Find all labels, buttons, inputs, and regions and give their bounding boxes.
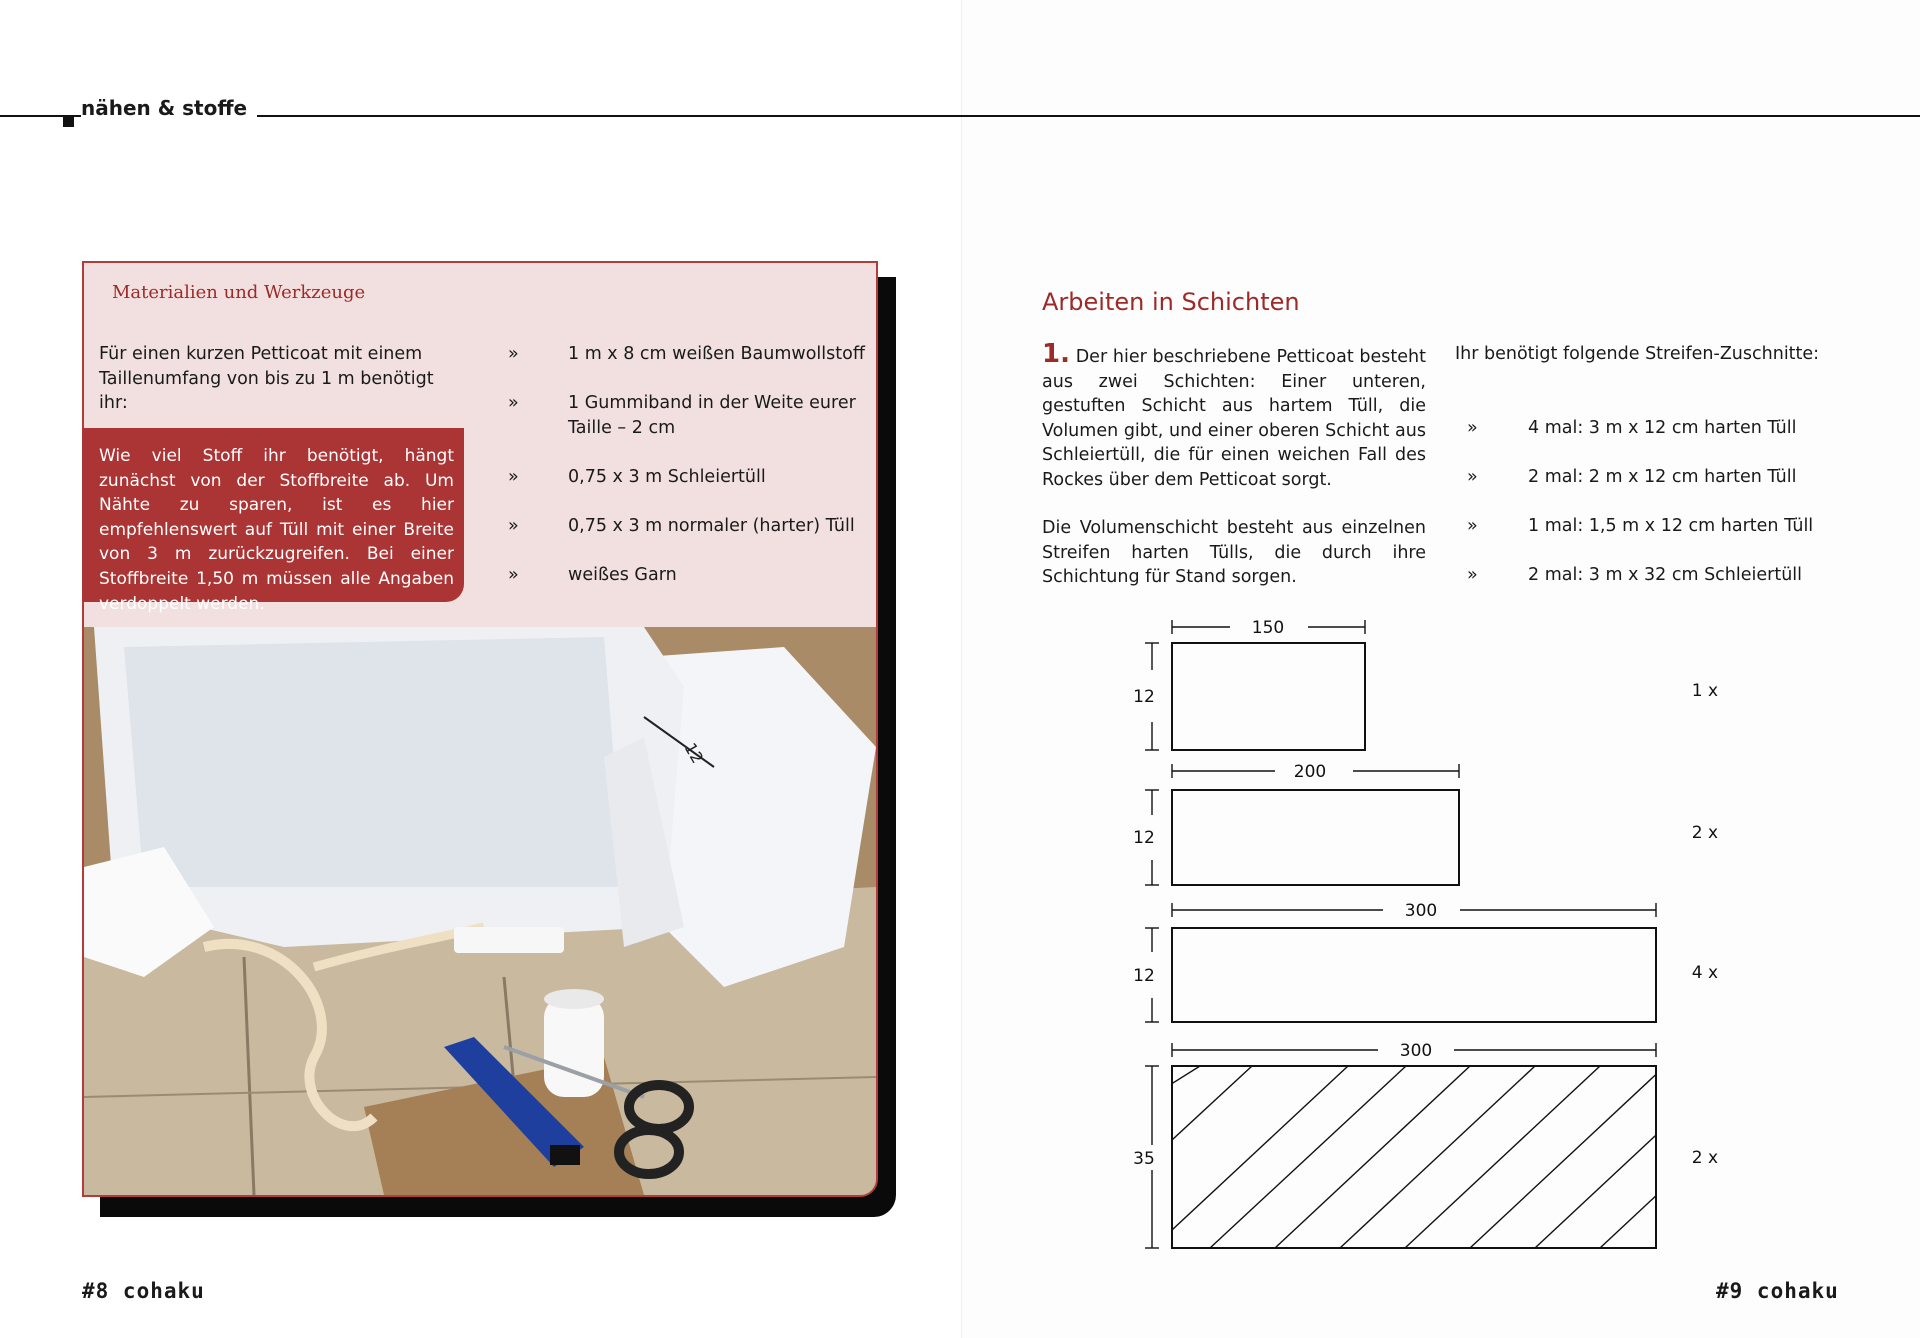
count-label: 1 x (1691, 681, 1718, 701)
step-1 (1042, 339, 1426, 492)
cutting-diagram (1130, 610, 1730, 1260)
step-1-continued: Die Volumenschicht besteht aus einzelnen Streifen harten Tülls, die durch ihre Schichtung für Stand sorgen. (1042, 518, 1426, 587)
materials-photo (84, 627, 876, 1195)
material-text: weißes Garn (568, 565, 677, 585)
width-label: 200 (1293, 762, 1327, 782)
height-label: 12 (1133, 966, 1155, 986)
bullet-mark: » (508, 565, 519, 585)
section-heading: Arbeiten in Schichten (1042, 288, 1300, 316)
bullet-mark: » (508, 393, 519, 413)
page-footer-left: #8 cohaku (82, 1279, 205, 1303)
cut-text: 1 mal: 1,5 m x 12 cm harten Tüll (1528, 516, 1814, 536)
header-rule (0, 115, 1920, 117)
box-title: Materialien und Werkzeuge (112, 282, 366, 303)
width-label: 150 (1251, 618, 1285, 638)
count-label: 2 x (1691, 823, 1718, 843)
bullet-mark: » (508, 516, 519, 536)
fabric-note (82, 428, 464, 614)
cuts-intro: Ihr benötigt folgende Streifen-Zuschnitte: (1455, 344, 1820, 364)
materials-photo-image (84, 627, 876, 1195)
material-text: 0,75 x 3 m Schleiertüll (568, 467, 766, 487)
count-label: 4 x (1691, 963, 1718, 983)
count-label: 2 x (1691, 1148, 1718, 1168)
header-marker (63, 115, 74, 127)
bullet-mark: » (1467, 467, 1478, 487)
width-label: 300 (1404, 901, 1438, 921)
section-label: nähen & stoffe (81, 96, 257, 120)
step-text: Der hier beschriebene Petticoat besteht aus zwei Schichten: Einer unteren, gestuften Schicht aus hartem Tüll, die Volumen gibt, und einer oberen Schicht aus Schleiertüll, die für einen weichen Fall des Rockes über dem Petticoat sorgt. (1042, 347, 1426, 490)
bullet-mark: » (508, 344, 519, 364)
cut-text: 2 mal: 2 m x 12 cm harten Tüll (1528, 467, 1797, 487)
height-label: 35 (1133, 1149, 1155, 1169)
height-label: 12 (1133, 687, 1155, 707)
cut-text: 2 mal: 3 m x 32 cm Schleiertüll (1528, 565, 1803, 585)
bullet-mark: » (1467, 516, 1478, 536)
fabric-note-text: Wie viel Stoff ihr benötigt, hängt zunächst von der Stoffbreite ab. Um Nähte zu sparen, ist es hier empfehlenswert auf Tüll mit einer Breite von 3 m zurückzugreifen. Bei einer Stoffbreite 1,50 m müssen alle Angaben verdoppelt werden. (99, 446, 454, 614)
bullet-mark: » (508, 467, 519, 487)
material-text: 0,75 x 3 m normaler (harter) Tüll (568, 516, 855, 536)
width-label: 300 (1399, 1041, 1433, 1061)
cuts-block (1455, 342, 1820, 585)
bullet-mark: » (1467, 565, 1478, 585)
bullet-mark: » (1467, 418, 1478, 438)
cut-text: 4 mal: 3 m x 12 cm harten Tüll (1528, 418, 1797, 438)
height-label: 12 (1133, 828, 1155, 848)
material-text: 1 m x 8 cm weißen Baumwollstoff (568, 344, 865, 364)
material-text: 1 Gummiband in der Weite eurer Taille – 2 cm (568, 393, 856, 438)
step-number: 1. (1042, 339, 1070, 369)
page-footer-right: #9 cohaku (1716, 1279, 1839, 1303)
materials-intro: Für einen kurzen Petticoat mit einem Taillenumfang von bis zu 1 m benötigt ihr: (99, 344, 434, 413)
